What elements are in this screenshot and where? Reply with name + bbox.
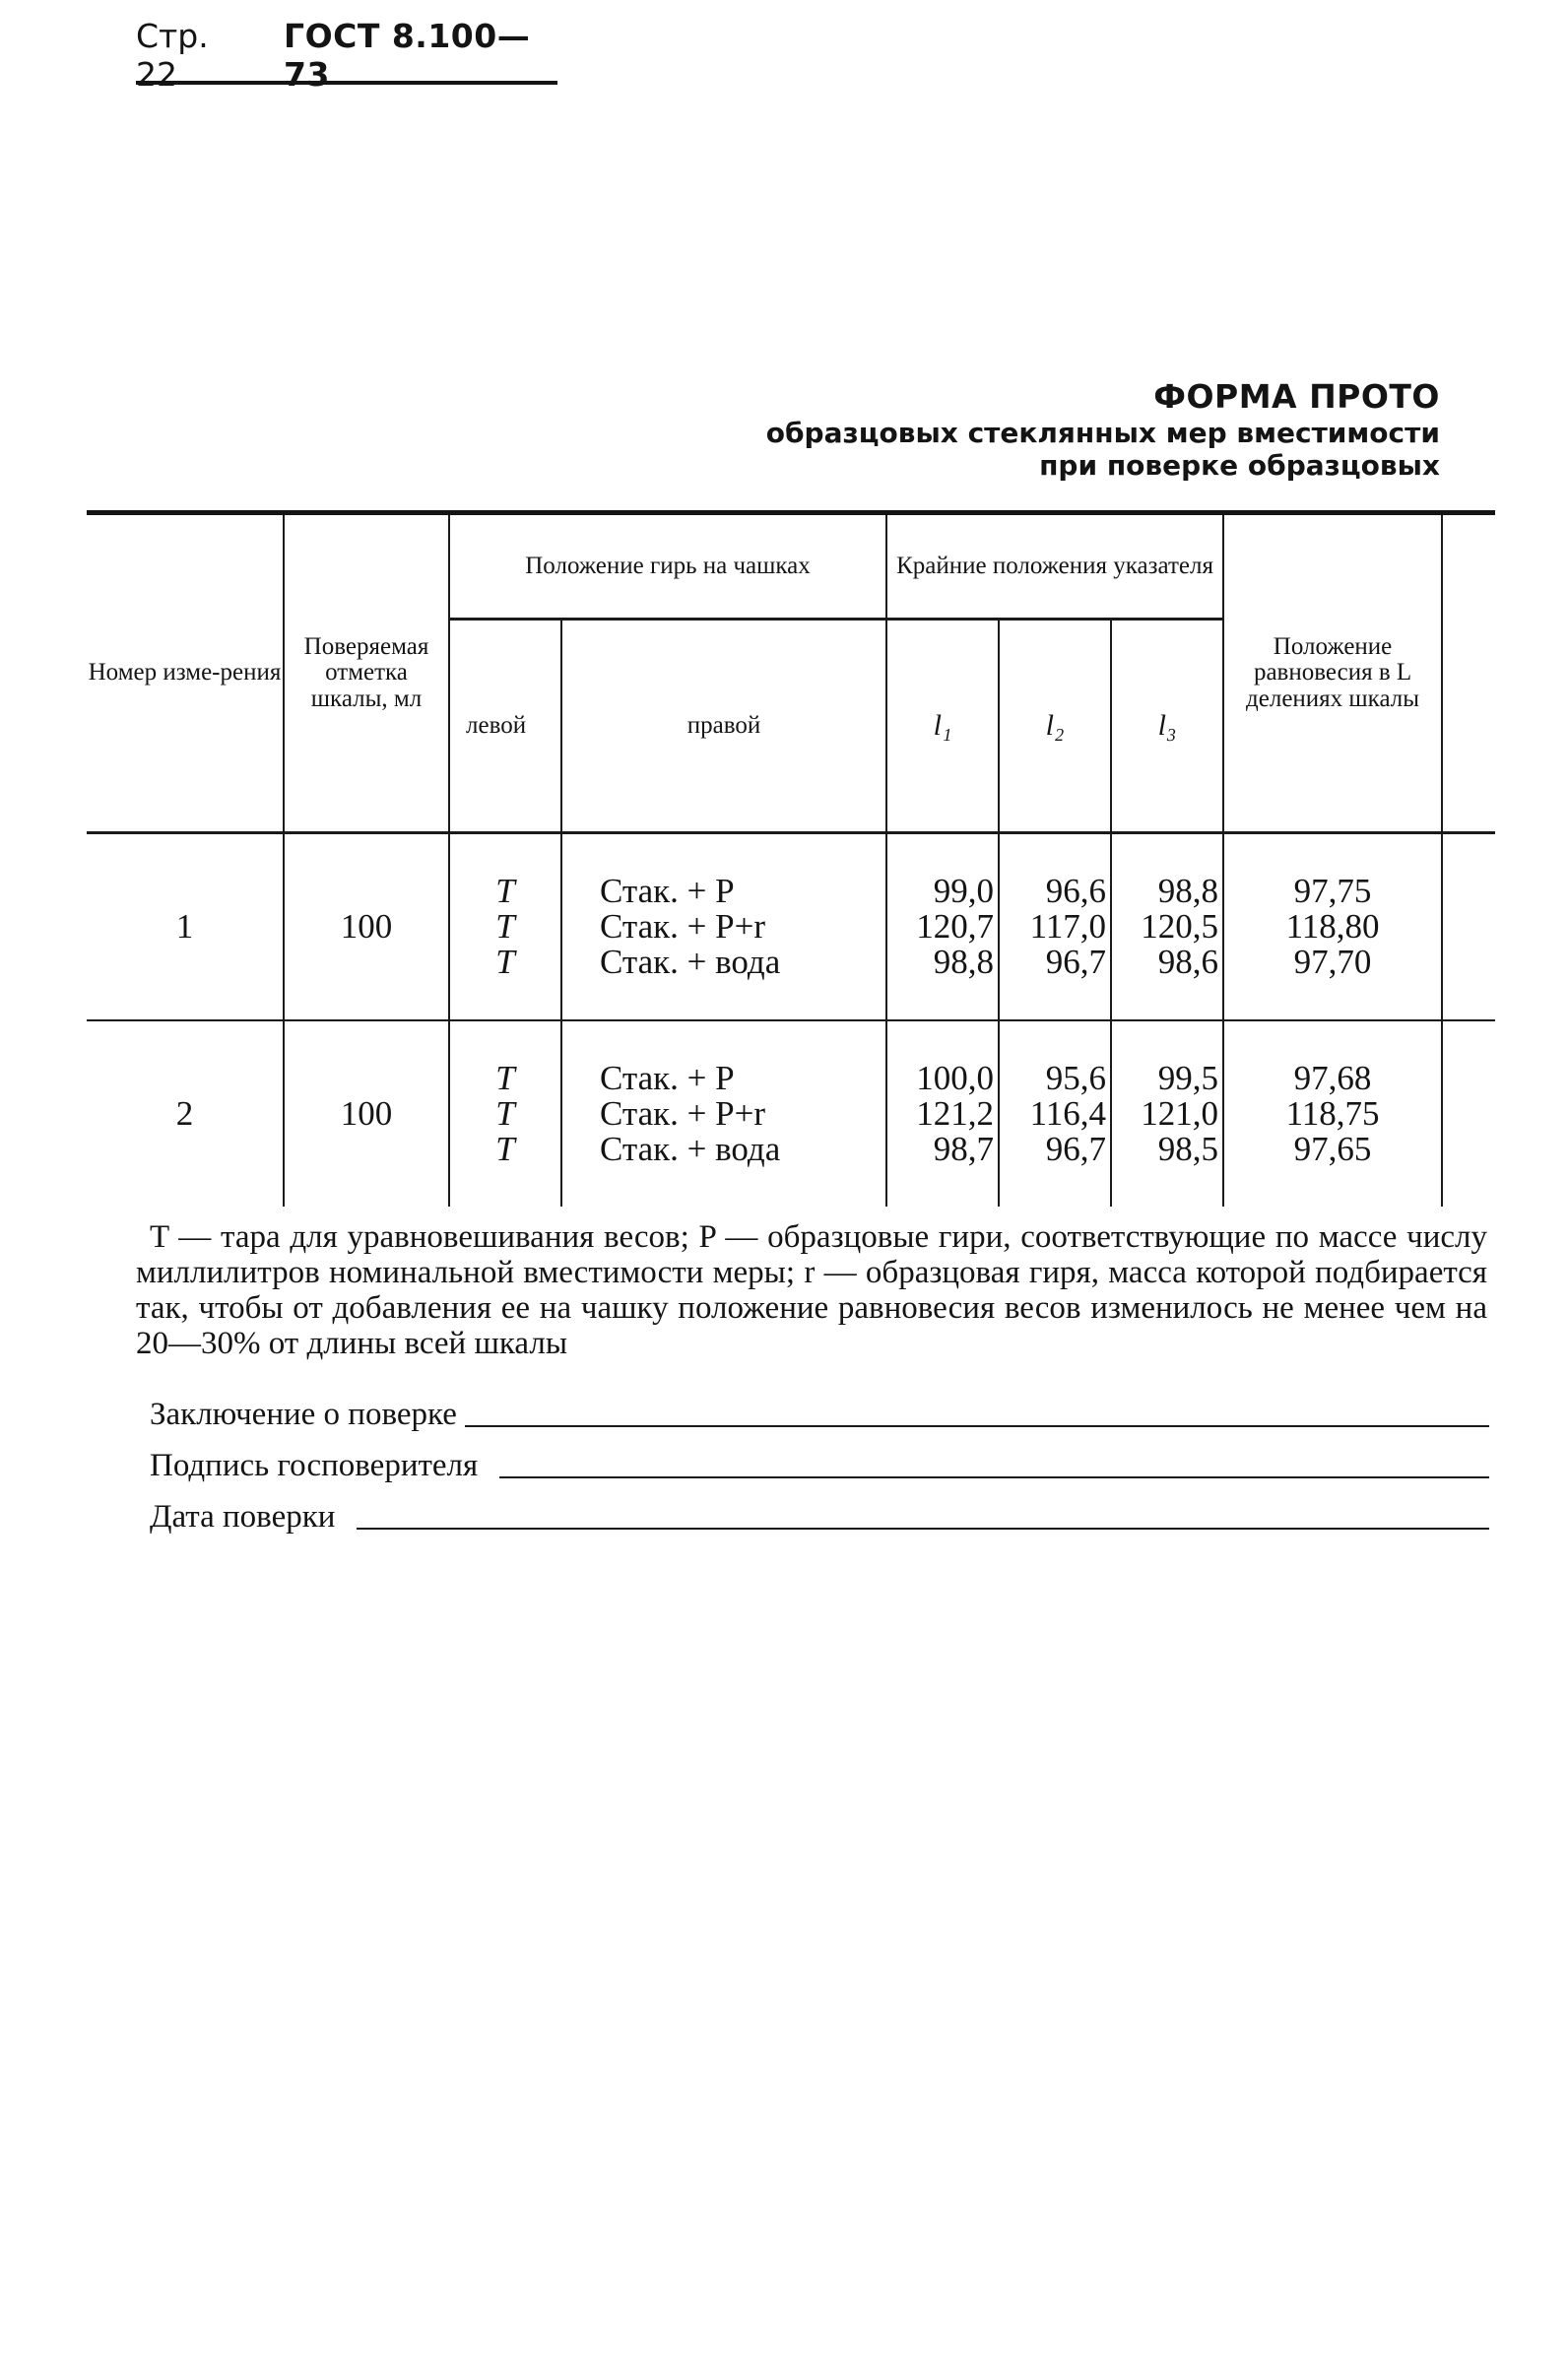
left-pan-value: T (495, 872, 515, 910)
form-title: ФОРМА ПРОТО (1153, 377, 1440, 416)
l3-value: 120,5 (1141, 907, 1219, 946)
l2-value: 116,4 (1029, 1094, 1107, 1133)
truncated-cell (1442, 833, 1495, 1021)
equilibrium-cell (1223, 1020, 1442, 1207)
form-subtitle-2: при поверке образцовых (1039, 448, 1440, 482)
header-weights-position: Положение гирь на чашках (449, 513, 886, 620)
right-pan-value: Стак. + P (600, 1059, 735, 1097)
conclusion-blank (465, 1424, 1489, 1427)
table-row (87, 1020, 1495, 1207)
form-heading (766, 378, 1440, 482)
truncated-cell (1442, 1020, 1495, 1207)
header-measurement-number: Номер изме-рения (87, 513, 284, 833)
conclusion-label: Заключение о поверке (150, 1397, 457, 1432)
l3-value: 98,8 (1157, 872, 1219, 910)
header-l1: l₁ (886, 620, 999, 833)
scale-mark: 100 (284, 833, 449, 1021)
right-pan-cell (561, 1020, 886, 1207)
l2-cell (999, 833, 1111, 1021)
equilibrium-value: 118,75 (1285, 1094, 1380, 1133)
l3-value: 98,5 (1157, 1130, 1219, 1168)
l2-value: 96,7 (1045, 1130, 1107, 1168)
left-pan-value: T (495, 943, 515, 981)
header-right-pan: правой (561, 620, 886, 833)
equilibrium-cell (1223, 833, 1442, 1021)
right-pan-value: Стак. + P+r (600, 907, 765, 946)
header-truncated-column (1442, 513, 1495, 833)
header-scale-mark: Поверяемая отметка шкалы, мл (284, 513, 449, 833)
signature-line (150, 1448, 1489, 1484)
scale-mark: 100 (284, 1020, 449, 1207)
header-equilibrium: Положение равновесия в L делениях шкалы (1223, 513, 1442, 833)
l1-value: 121,2 (916, 1094, 995, 1133)
left-pan-value: T (495, 907, 515, 946)
l1-value: 100,0 (916, 1059, 995, 1097)
left-pan-cell (449, 833, 561, 1021)
conclusion-line (150, 1397, 1489, 1433)
l2-cell (999, 1020, 1111, 1207)
standard-number: ГОСТ 8.100—73 (284, 17, 531, 94)
l1-cell (886, 1020, 999, 1207)
left-pan-value: T (495, 1130, 515, 1168)
header-left-pan: левой (449, 620, 561, 833)
l3-value: 99,5 (1157, 1059, 1219, 1097)
l2-value: 96,6 (1045, 872, 1107, 910)
date-line (150, 1499, 1489, 1536)
left-pan-value: T (495, 1094, 515, 1133)
header-l2: l₂ (999, 620, 1111, 833)
page-number: Стр. 22 (136, 17, 209, 94)
equilibrium-value: 97,75 (1293, 872, 1372, 910)
l3-cell (1111, 833, 1223, 1021)
right-pan-cell (561, 833, 886, 1021)
right-pan-value: Стак. + вода (600, 1130, 781, 1168)
l1-value: 120,7 (916, 907, 995, 946)
date-blank (357, 1527, 1489, 1530)
l2-value: 117,0 (1029, 907, 1107, 946)
l1-value: 98,7 (933, 1130, 995, 1168)
signature-label: Подпись госповерителя (150, 1448, 479, 1483)
l2-value: 96,7 (1045, 943, 1107, 981)
header-l3: l₃ (1111, 620, 1223, 833)
equilibrium-value: 97,68 (1293, 1059, 1372, 1097)
date-label: Дата поверки (150, 1499, 336, 1535)
right-pan-value: Стак. + P (600, 872, 735, 910)
l1-value: 98,8 (933, 943, 995, 981)
equilibrium-value: 97,65 (1293, 1130, 1372, 1168)
right-pan-value: Стак. + вода (600, 943, 781, 981)
l1-cell (886, 833, 999, 1021)
l3-cell (1111, 1020, 1223, 1207)
left-pan-value: T (495, 1059, 515, 1097)
l1-value: 99,0 (933, 872, 995, 910)
equilibrium-value: 118,80 (1285, 907, 1380, 946)
measurement-number: 1 (87, 833, 284, 1021)
equilibrium-value: 97,70 (1293, 943, 1372, 981)
l2-value: 95,6 (1045, 1059, 1107, 1097)
table-notes: T — тара для уравновешивания весов; P — образцовые гири, соответствующие по массе числу миллилитров номинальной вместимости меры; r — образцовая гиря, масса которой подбирается так, чтобы от добавления ее на чашку положение равновесия весов изменилось не менее чем на 20—30% от длины всей шкалы (136, 1219, 1487, 1361)
protocol-table (87, 510, 1495, 1207)
left-pan-cell (449, 1020, 561, 1207)
right-pan-value: Стак. + P+r (600, 1094, 765, 1133)
l3-value: 121,0 (1141, 1094, 1219, 1133)
header-extreme-positions: Крайние положения указателя (886, 513, 1223, 620)
page-header (136, 17, 557, 94)
signature-blank (499, 1475, 1489, 1478)
form-subtitle-1: образцовых стеклянных мер вместимости (765, 416, 1440, 449)
l3-value: 98,6 (1157, 943, 1219, 981)
table-row (87, 833, 1495, 1021)
measurement-number: 2 (87, 1020, 284, 1207)
